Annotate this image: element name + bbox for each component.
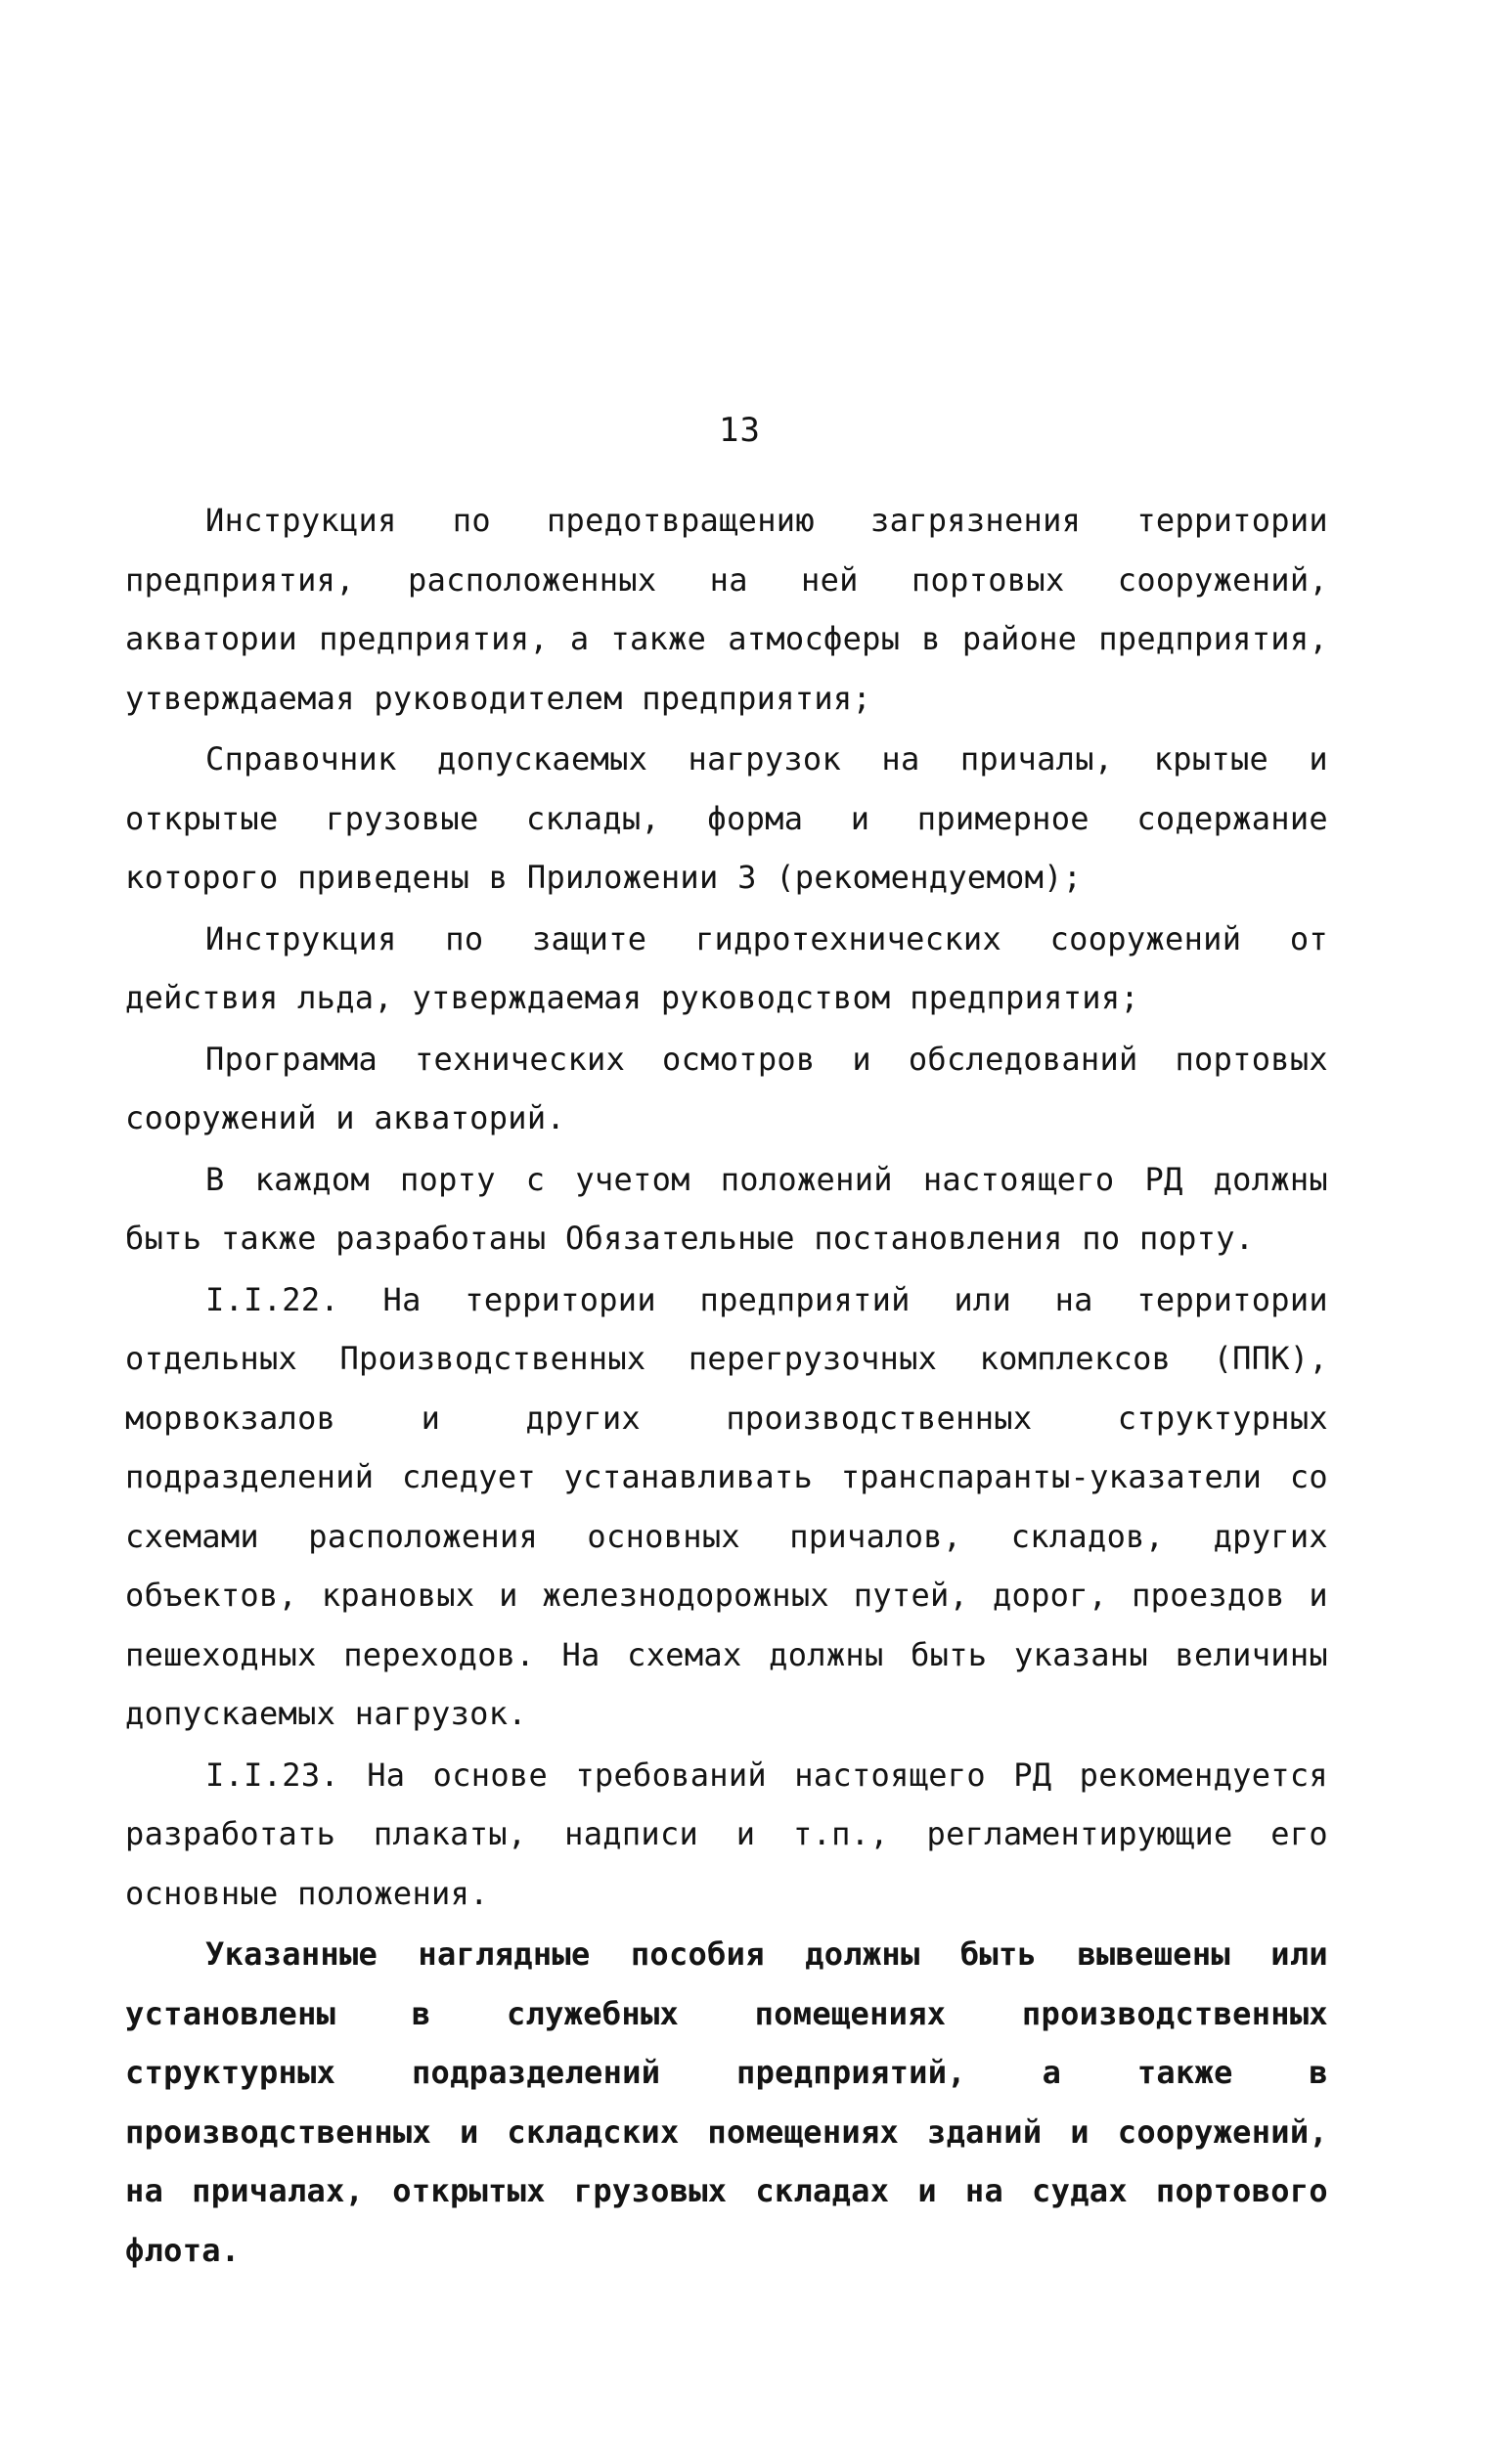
paragraph-section-1-1-23: I.I.23. На основе требований настоящего РД рекомендуется разработать плакаты, надписи и т.п., регламентирующие его основные положения. [125,1756,1328,1912]
paragraph-section-1-1-22: I.I.22. На территории предприятий или на территории отдельных Производственных перегрузочных комплексов (ППК), морвокзалов и других производственных структурных подразделений следует устанавливать транспаранты-указатели со схемами расположения основных причалов, складов, других объектов, крановых и железнодорожных путей, дорог, проездов и пешеходных переходов. На схемах должны быть указаны величины допускаемых нагрузок. [125,1280,1328,1732]
page-number: 13 [719,411,761,450]
paragraph-port-regulations: В каждом порту с учетом положений настоящего РД должны быть также разработаны Обязательные постановления по порту. [125,1160,1328,1257]
paragraph-load-reference: Справочник допускаемых нагрузок на причалы, крытые и открытые грузовые склады, форма и примерное содержание которого приведены в Приложении 3 (рекомендуемом); [125,740,1328,896]
body-text [125,491,1328,2282]
paragraph-pollution-instruction: Инструкция по предотвращению загрязнения территории предприятия, расположенных на ней портовых сооружений, акватории предприятия, а также атмосферы в районе предприятия, утверждаемая руководителем предприятия; [125,502,1328,717]
paragraph-visual-aids: Указанные наглядные пособия должны быть вывешены или установлены в служебных помещениях производственных структурных подразделений предприятий, а также в производственных и складских помещениях зданий и сооружений, на причалах, открытых грузовых складах и на судах портового флота. [125,1935,1328,2269]
paragraph-ice-protection-instruction: Инструкция по защите гидротехнических сооружений от действия льда, утверждаемая руководством предприятия; [125,919,1328,1016]
paragraph-inspection-program: Программа технических осмотров и обследований портовых сооружений и акваторий. [125,1040,1328,1136]
